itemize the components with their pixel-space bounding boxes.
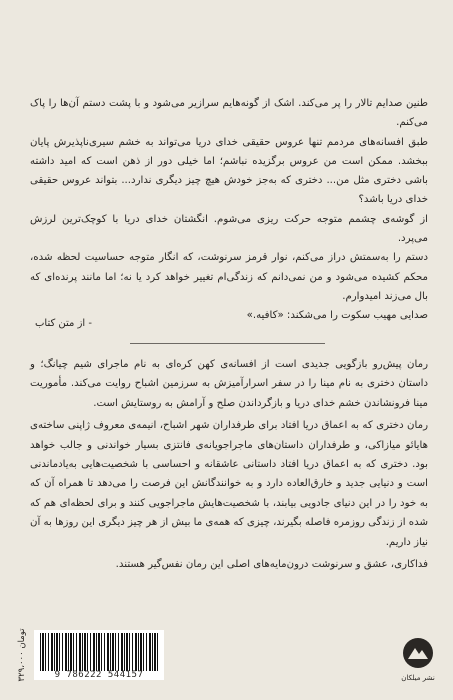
barcode-block	[16, 630, 166, 692]
excerpt-source: - از متن کتاب	[35, 318, 92, 329]
isbn-barcode	[34, 630, 164, 680]
publisher-name: نشر میلکان	[401, 674, 435, 682]
isbn-number: 9 786222 544157	[54, 670, 144, 680]
excerpt-paragraph: طبق افسانه‌های مردمم تنها عروس حقیقی خدای دریا می‌تواند به خشم سیری‌ناپذیرش پایان ببخشد. ممکن است من عروس برگزیده نباشم؛ اما خیلی دور از ذهن است که امید داشته باشی دختری مثل من... دختری که به‌جز خودش هیچ چیز دیگری ندارد... بتواند عروس حقیقی خدای دریا باشد؟	[30, 136, 428, 206]
blurb-paragraph: فداکاری، عشق و سرنوشت درون‌مایه‌های اصلی این رمان نفس‌گیر هستند.	[115, 559, 428, 571]
blurb-paragraph: رمان پیش‌رو بازگویی جدیدی است از افسانه‌ی کهن کره‌ای به نام ماجرای شیم چیانگ؛ و داستان دختری به نام مینا را در سفر اسرارآمیزش به سرزمین اشباح روایت می‌کند. مأموریت مینا فرونشاندن خشم خدای دریا و بازگرداندن صلح و آرامش به روستایش است.	[30, 359, 428, 409]
excerpt-paragraph: صدایی مهیب سکوت را می‌شکند: «کافیه.»	[246, 310, 428, 322]
mountain-logo-icon	[402, 637, 434, 669]
excerpt-paragraph: طنین صدایم تالار را پر می‌کند. اشک از گونه‌هایم سرازیر می‌شود و با پشت دستم آن‌ها را پاک می‌کنم.	[30, 98, 428, 129]
price-label	[16, 628, 28, 684]
book-blurb	[30, 355, 428, 577]
publisher-logo	[398, 637, 438, 687]
excerpt-paragraph: از گوشه‌ی چشمم متوجه حرکت ریزی می‌شوم. انگشتان خدای دریا با کوچک‌ترین لرزش می‌پرد.	[30, 213, 428, 245]
section-divider	[130, 343, 325, 344]
book-excerpt	[30, 94, 428, 326]
excerpt-paragraph: دستم را به‌سمتش دراز می‌کنم، نوار قرمز سرنوشت، که انگار متوجه حساسیت لحظه شده، محکم کشیده می‌شود و من نمی‌دانم که زندگی‌ام تغییر خواهد کرد یا نه؛ اما مانند پرنده‌ای که بال می‌زند امیدوارم.	[30, 252, 428, 302]
blurb-paragraph: رمان دختری که به اعماق دریا افتاد برای طرفداران شهر اشباح، انیمه‌ی معروف ژاپنی ساخته‌ی هایائو میازاکی، و طرفداران داستان‌های ماجراجویانه‌ی فانتزی بسیار خواندنی و جالب خواهد بود. دختری که به اعماق دریا افتاد داستانی عاشقانه و احساسی با شخصیت‌هایی به‌یادماندنی است و دنیایی جدید و خارق‌العاده دارد و به خوانندگانش این فرصت را می‌دهد تا همراه آن که به خود را در این دنیای جادویی بیابند، با شخصیت‌هایش ماجراجویی کنند و برای لحظه‌ای هم که شده از زندگی روزمره فاصله بگیرند، چیزی که همه‌ی ما بیش از هر چیز دیگری این روزها به آن نیاز داریم.	[30, 420, 428, 548]
price-text: ۳۲۹،۰۰۰ تومان	[17, 628, 27, 682]
barcode-bars	[40, 633, 158, 671]
